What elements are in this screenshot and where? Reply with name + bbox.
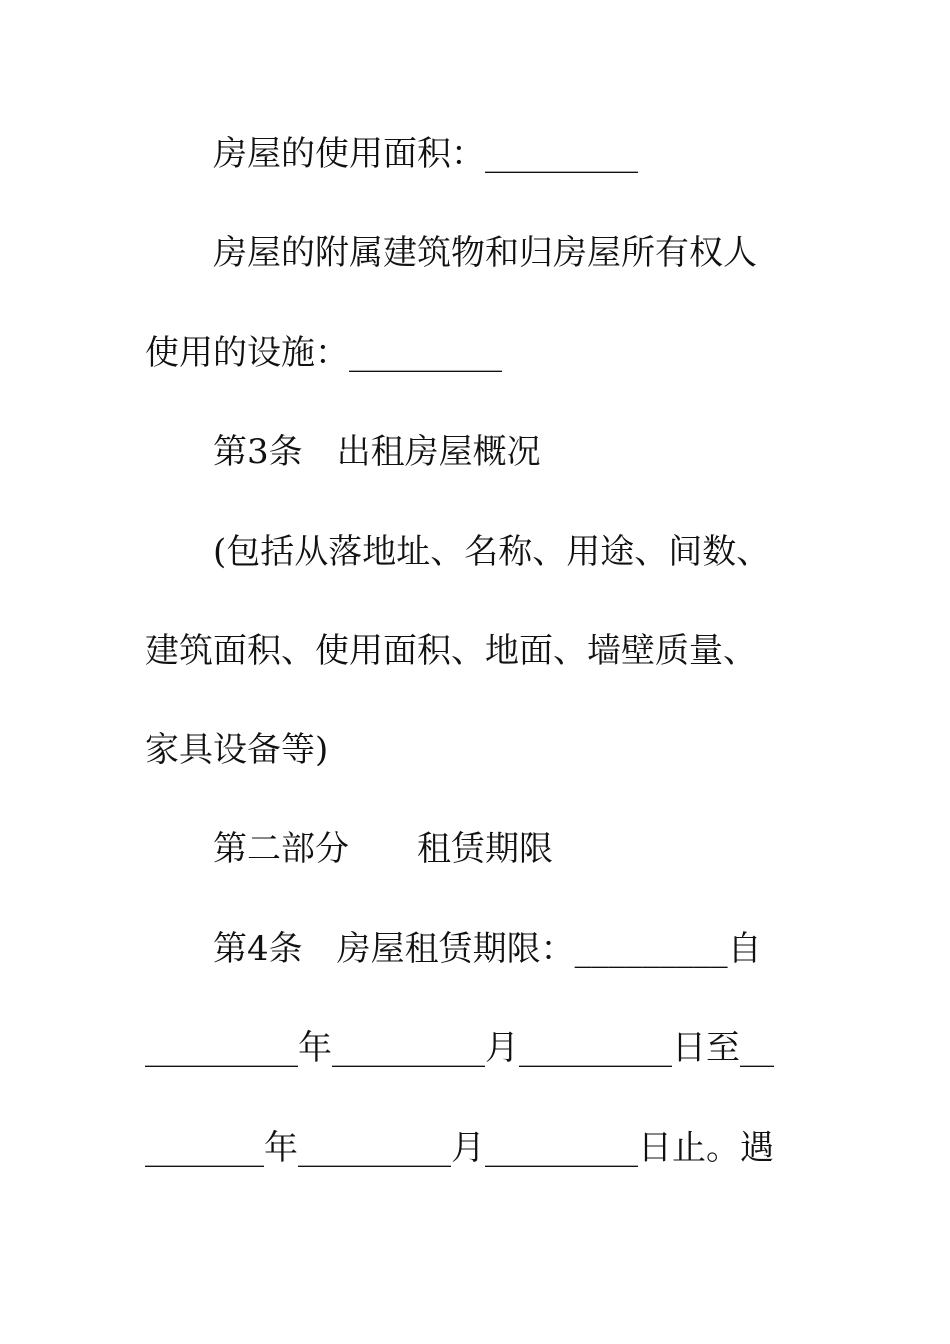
- article-3-heading: 第3条 出租房屋概况: [145, 432, 541, 472]
- facilities-line-2: 使用的设施：_________: [145, 333, 502, 373]
- overview-line-1: (包括从落地址、名称、用途、间数、: [145, 532, 771, 572]
- overview-line-3: 家具设备等): [145, 730, 329, 770]
- article-4-line-3: _______年_________月_________日止。遇: [145, 1128, 774, 1168]
- facilities-line-1: 房屋的附属建筑物和归房屋所有权人: [145, 233, 757, 273]
- article-4-line-2: _________年_________月_________日至__: [145, 1028, 774, 1068]
- overview-line-2: 建筑面积、使用面积、地面、墙壁质量、: [145, 631, 757, 671]
- article-4-line-1: 第4条 房屋租赁期限：_________自: [145, 929, 762, 969]
- part-2-heading: 第二部分 租赁期限: [145, 829, 553, 869]
- usable-area-line: 房屋的使用面积：_________: [145, 134, 638, 174]
